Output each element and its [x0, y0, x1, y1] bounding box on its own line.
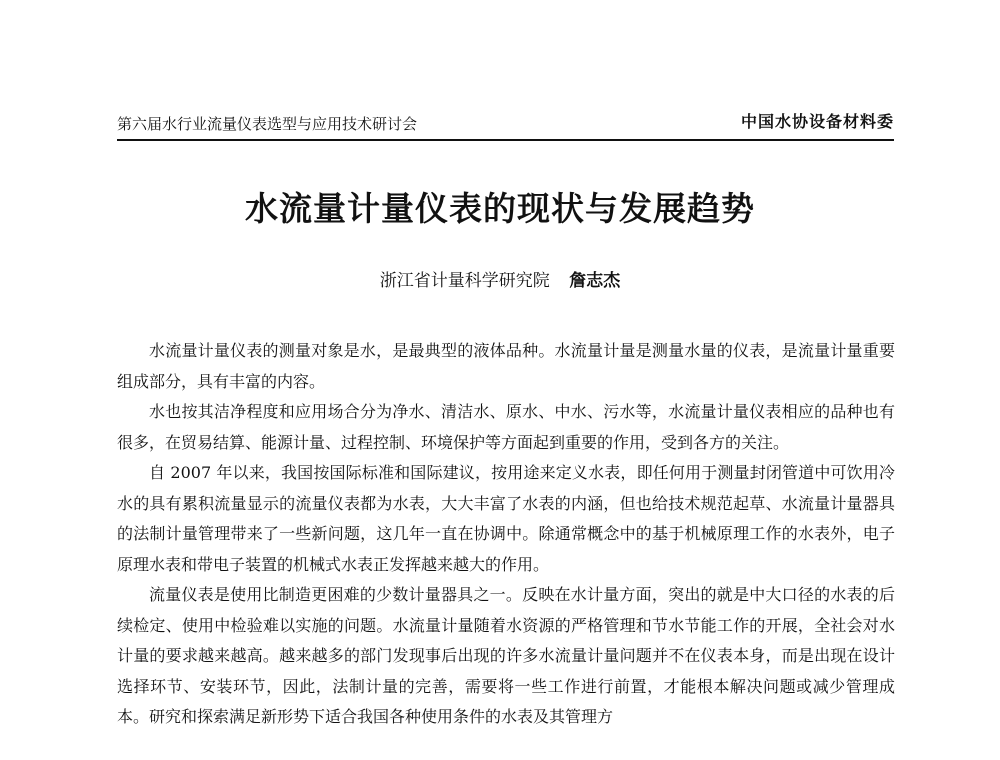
header-rule	[117, 139, 894, 141]
body-paragraph: 水流量计量仪表的测量对象是水，是最典型的液体品种。水流量计量是测量水量的仪表，是流量计量重要组成部分，具有丰富的内容。	[117, 341, 895, 391]
running-header	[117, 113, 894, 137]
conference-name: 第六届水行业流量仪表选型与应用技术研讨会	[117, 115, 418, 133]
paper-body	[117, 336, 895, 733]
author-line	[0, 268, 1000, 294]
body-paragraph: 流量仪表是使用比制造更困难的少数计量器具之一。反映在水计量方面，突出的就是中大口径的水表的后续检定、使用中检验难以实施的问题。水流量计量随着水资源的严格管理和节水节能工作的开展，全社会对水计量的要求越来越高。越来越多的部门发现事后出现的许多水流量计量问题并不在仪表本身，而是出现在设计选择环节、安装环节，因此，法制计量的完善，需要将一些工作进行前置，才能根本解决问题或减少管理成本。研究和探索满足新形势下适合我国各种使用条件的水表及其管理方	[117, 585, 895, 726]
author-organization: 浙江省计量科学研究院	[379, 271, 550, 291]
paper-title: 水流量计量仪表的现状与发展趋势	[245, 189, 755, 228]
author-name: 詹志杰	[569, 271, 621, 291]
publisher-name: 中国水协设备材料委	[740, 112, 894, 131]
body-paragraph: 水也按其洁净程度和应用场合分为净水、清洁水、原水、中水、污水等，水流量计量仪表相应的品种也有很多，在贸易结算、能源计量、过程控制、环境保护等方面起到重要的作用，受到各方的关注。	[117, 402, 895, 452]
body-paragraph: 自 2007 年以来，我国按国际标准和国际建议，按用途来定义水表，即任何用于测量封闭管道中可饮用冷水的具有累积流量显示的流量仪表都为水表，大大丰富了水表的内涵，但也给技术规范起草、水流量计量器具的法制计量管理带来了一些新问题，这几年一直在协调中。除通常概念中的基于机械原理工作的水表外，电子原理水表和带电子装置的机械式水表正发挥越来越大的作用。	[117, 463, 895, 574]
